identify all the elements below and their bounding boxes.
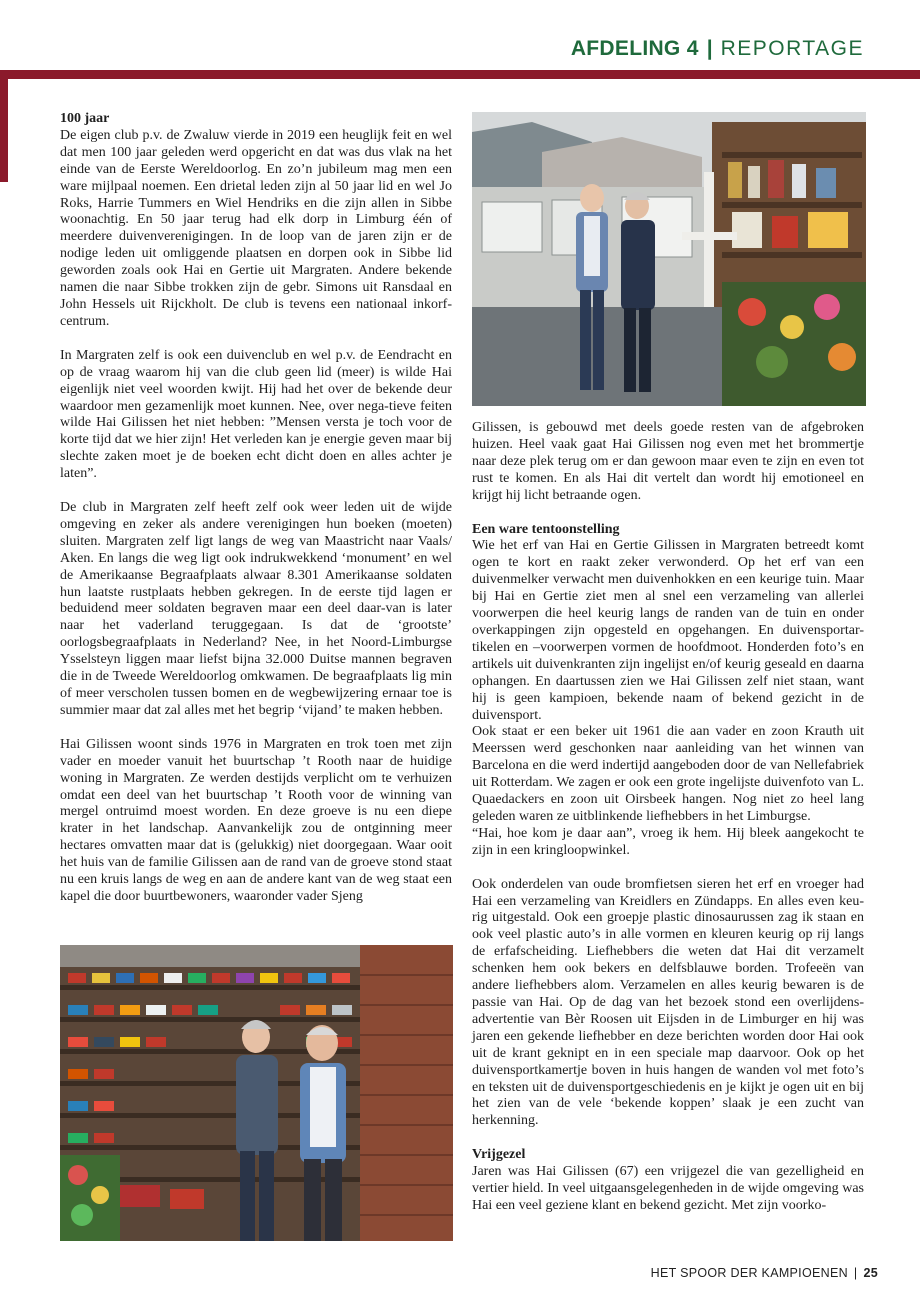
body-paragraph: Hai Gilissen woont sinds 1976 in Margraten en trok toen met zijn vader en moeder vanuit het buurtschap ’t Rooth naar de huidige woning in Margraten. Ze werden destijds verplicht om te verhuizen omdat een deel van het buurtschap ’t Rooth voor de winning van mergel ontruimd moest worden. En deze groeve is nu een diepe krater in het landschap. Aanvankelijk zou de ontginning meer hectares omvatten maar dat is (gelukkig) niet doorgegaan. Waar ooit het huis van de familie Gilissen aan de rand van de groeve stond staat nu een kruis langs de weg en aan de andere kant van de weg staat een kapel die door buurtbewoners, waaronder vader Sjeng — [60, 736, 452, 904]
section-subheading: 100 jaar — [60, 111, 110, 126]
body-paragraph: Ook onderdelen van oude bromfietsen sieren het erf en vroeger had Hai een verzameling van Kreidlers en Zündapps. En alles even keu-rig uitgestald. Ook een groepje plastic dinosaurussen zag ik staan en ook veel plastic auto’s in alle vormen en kleuren keurig op rij langs de erfafscheiding. Liefhebbers die weten dat Hai dit verzamelt schenken hem ook bekers en delfsblauwe borden. Trofeeën van andere liefhebbers alom. Verzamelen en alles keurig bewaren is de passie van Hai. Op de dag van het bezoek stond een overlijdens-advertentie van Bèr Roosen uit Eijsden in de Limburger en hij was jaren een gekende liefhebber en deze berichten worden door Hai ook uit de krant geknipt en in een speciale map daarvoor. Ook op het duivensportkamertje boven in huis hangen de wanden vol met foto’s en teksten uit de duivensportgeschiedenis en je kijkt je ogen uit en bij het zien van de vele ‘bekende koppen’ slaak je een zucht van herkenning. — [472, 876, 864, 1129]
left-text-column — [60, 111, 452, 906]
body-paragraph: De eigen club p.v. de Zwaluw vierde in 2019 een heuglijk feit en wel dat men 100 jaar geleden werd opgericht en dat was dus vlak na het einde van de Eerste Wereldoorlog. En zo’n jubileum mag men een ware mijlpaal noemen. Een drietal leden zijn al 50 jaar lid en wel Jo Roks, Harrie Tummers en Wiel Hendriks en die zijn allen in Sibbe woonachtig. En 50 jaar terug had elk dorp in Limburg één of meerdere duivenverenigingen. In de loop van de jaren zijn er de nodige leden uit omliggende plaatsen en dorpen ook in Sibbe lid geworden zoals ook Hai en Gertie uit Margraten. Andere bekende namen die naar Sibbe trokken zijn de gebr. Simons uit Ransdaal en John Hessels uit Rijckholt. De club is tevens een nationaal inkorf-centrum. — [60, 127, 452, 329]
photo-couple-in-yard — [472, 112, 866, 406]
section-subheading: Vrijgezel — [472, 1147, 526, 1163]
page-number: 25 — [863, 1266, 878, 1280]
section-type: REPORTAGE — [720, 37, 864, 60]
section-subheading: Een ware tentoonstelling — [472, 521, 620, 537]
body-paragraph: Ook staat er een beker uit 1961 die aan vader en zoon Krauth uit Meerssen werd geschonken naar aanleiding van het winnen van Barcelona en die werd indertijd aangeboden door de van Nellefabriek uit Rotterdam. We zagen er ook een grote ingelijste duivenfoto van L. Quaedackers en zoon uit Oirsbeek hangen. Nog niet zo heel lang geleden waren ze uitblinkende liefhebbers in het Limburgse. — [472, 724, 864, 824]
body-paragraph: De club in Margraten zelf heeft zelf ook weer leden uit de wijde omgeving en zeker als andere verenigingen hun boeken (moeten) sluiten. Margraten zelf ligt langs de weg van Maastricht naar Vaals/ Aken. En langs die weg ligt ook indrukwekkend ‘monument’ en wel de Amerikaanse Begraafplaats alwaar 8.301 Amerikaanse soldaten hun laatste rustplaats hebben gekregen. In de eerste tijd lagen er beduidend meer soldaten begraven maar een deel daar-van is later naar het vaderland teruggegaan. Is dat de ‘grootste’ oorlogsbegraafplaats in Nederland? Nee, in het Noord-Limburgse Ysselsteyn liggen maar liefst bijna 32.000 Duitse mannen begraven die in de Tweede Wereldoorlog omkwamen. De begraafplaats lig min of meer verscholen tussen bomen en de wegbewijzering ernaar toe is summier maar dat zal alles met het begrip ‘vijand’ te maken hebben. — [60, 500, 452, 718]
header-rule — [0, 70, 920, 79]
publication-name: HET SPOOR DER KAMPIOENEN — [650, 1266, 848, 1280]
footer-separator: | — [853, 1266, 858, 1280]
photo-couple-with-car-collection — [60, 945, 453, 1241]
body-paragraph: In Margraten zelf is ook een duivenclub en wel p.v. de Eendracht en op de vraag waarom hij van die club geen lid (meer) is wilde Hai eigenlijk niet veel woorden kwijt. Hij had het over de bekende deur waardoor men gezamenlijk moet kunnen. Nee, over nega-tieve feiten wilde Hai Gilissen het niet hebben: ”Mensen versta je toch voor de korte tijd dat we hier zijn! Het verleden kan je energie geven maar bij slechte zaken moet je de boeken echt dicht doen en alles achter je laten”. — [60, 347, 452, 482]
section-label: AFDELING 4 — [570, 37, 699, 60]
header-separator: | — [706, 37, 713, 60]
body-paragraph: “Hai, hoe kom je daar aan”, vroeg ik hem. Hij bleek aangekocht te zijn in een kringloopwinkel. — [472, 825, 864, 858]
page-footer — [651, 1266, 878, 1280]
body-paragraph: Jaren was Hai Gilissen (67) een vrijgezel die van gezelligheid en vertier hield. In veel uitgaansgelegenheden in de wijde omgeving was Hai een veel geziene klant en bekend gezicht. Met zijn voorko- — [472, 1164, 864, 1213]
margin-accent-bar — [0, 70, 8, 182]
body-paragraph: Gilissen, is gebouwd met deels goede resten van de afgebroken huizen. Heel vaak gaat Hai Gilissen nog even met het brommertje naar deze plek terug om er dan gewoon maar even te zijn en even tot rust te komen. En als Hai dit vertelt dan wordt hij emotioneel en krijgt hij licht betraande ogen. — [472, 420, 864, 503]
body-paragraph: Wie het erf van Hai en Gertie Gilissen in Margraten betreedt komt ogen te kort en raakt zeker verwonderd. Op het erf van een duivenmelker verwacht men duivenhokken en een keurige tuin. Maar bij Hai en Gertie ziet men al snel een verzameling van allerlei voorwerpen die heel keurig langs de randen van de tuin en onder overkappingen zijn opgesteld en opgehangen. En duivensportar-tikelen en –voorwerpen vormen de hoofdmoot. Honderden foto’s en artikels uit duivenkranten zijn ingelijst en/of keurig geseald en daarna ophangen. En daartussen zien we Hai Gilissen zelf niet staan, want hij is geen kampioen, bekende naam of bekend gezicht in de duivensport. — [472, 538, 864, 723]
section-header — [571, 34, 864, 64]
right-text-column — [472, 420, 864, 1215]
